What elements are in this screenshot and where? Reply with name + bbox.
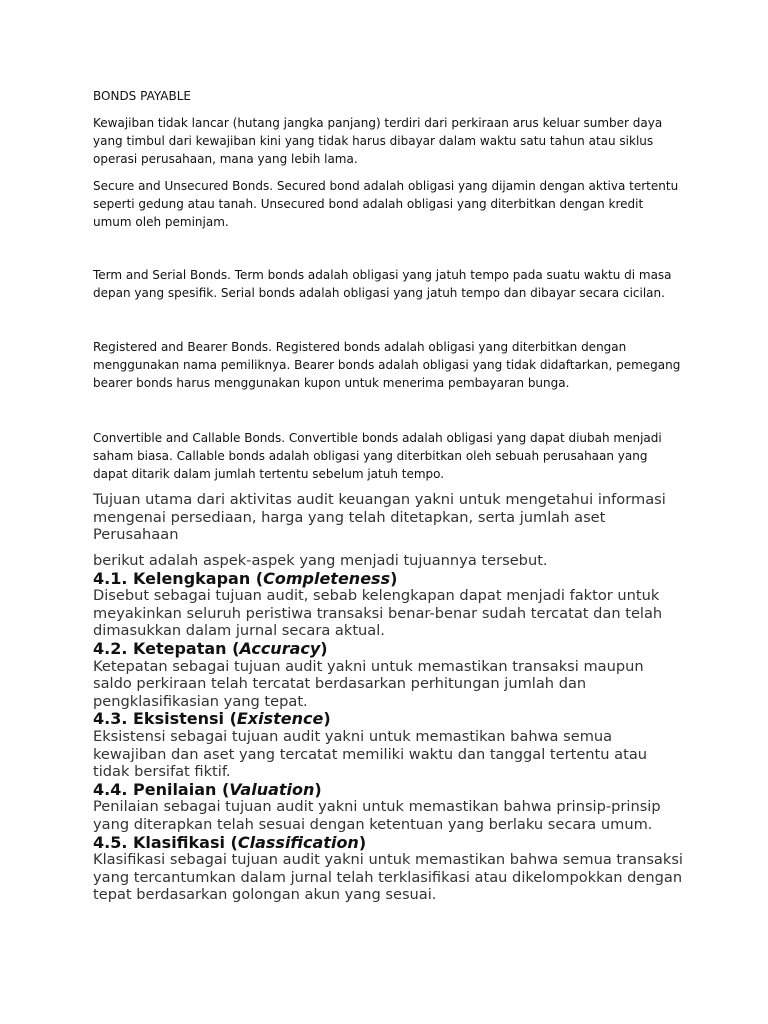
section-body-accuracy: Ketepatan sebagai tujuan audit yakni untuk memastikan transaksi maupun saldo perkiraan telah tercatat berdasarkan perhitungan jumlah dan pengklasifikasian yang tepat.: [93, 657, 644, 710]
paragraph-registered-bearer-bonds: Registered and Bearer Bonds. Registered bonds adalah obligasi yang diterbitkan dengan menggunakan nama pemiliknya. Bearer bonds adalah obligasi yang tidak didaftarkan, pemegang bearer bonds harus menggunakan kupon untuk menerima pembayaran bunga.: [93, 340, 681, 390]
section-heading-classification: 4.5. Klasifikasi (Classification): [93, 832, 367, 852]
audit-lead: berikut adalah aspek-aspek yang menjadi tujuannya tersebut.: [93, 552, 548, 569]
section-body-completeness: Disebut sebagai tujuan audit, sebab kelengkapan dapat menjadi faktor untuk meyakinkan seluruh peristiwa transaksi benar-benar sudah tercatat dan telah dimasukkan dalam jurnal secara aktual.: [93, 587, 663, 640]
paragraph-noncurrent-liabilities: Kewajiban tidak lancar (hutang jangka panjang) terdiri dari perkiraan arus keluar sumber daya yang timbul dari kewajiban kini yang tidak harus dibayar dalam waktu satu tahun atau siklus operasi perusahaan, mana yang lebih lama.: [93, 116, 663, 166]
paragraph-convertible-callable-bonds: Convertible and Callable Bonds. Convertible bonds adalah obligasi yang dapat diubah menjadi saham biasa. Callable bonds adalah obligasi yang diterbitkan oleh sebuah perusahaan yang dapat ditarik dalam jumlah tertentu sebelum jatuh tempo.: [93, 431, 662, 481]
section-heading-existence: 4.3. Eksistensi (Existence): [93, 709, 331, 729]
paragraph-term-serial-bonds: Term and Serial Bonds. Term bonds adalah obligasi yang jatuh tempo pada suatu waktu di masa depan yang spesifik. Serial bonds adalah obligasi yang jatuh tempo dan dibayar secara cicilan.: [93, 268, 672, 300]
document-title: BONDS PAYABLE: [93, 89, 191, 103]
section-body-classification: Klasifikasi sebagai tujuan audit yakni untuk memastikan bahwa semua transaksi yang tercantumkan dalam jurnal telah terklasifikasi atau dikelompokkan dengan tepat berdasarkan golongan akun yang sesuai.: [93, 851, 683, 904]
paragraph-secured-bonds: Secure and Unsecured Bonds. Secured bond adalah obligasi yang dijamin dengan aktiva tertentu seperti gedung atau tanah. Unsecured bond adalah obligasi yang diterbitkan dengan kredit umum oleh peminjam.: [93, 179, 679, 229]
section-heading-completeness: 4.1. Kelengkapan (Completeness): [93, 568, 398, 588]
audit-aspects: [93, 552, 683, 904]
section-body-valuation: Penilaian sebagai tujuan audit yakni untuk memastikan bahwa prinsip-prinsip yang diterapkan telah sesuai dengan ketentuan yang berlaku secara umum.: [93, 798, 661, 833]
section-body-existence: Eksistensi sebagai tujuan audit yakni untuk memastikan bahwa semua kewajiban dan aset yang tercatat memiliki waktu dan tanggal tertentu atau tidak bersifat fiktif.: [93, 727, 648, 781]
audit-intro: Tujuan utama dari aktivitas audit keuangan yakni untuk mengetahui informasi mengenai persediaan, harga yang telah ditetapkan, serta jumlah aset Perusahaan: [93, 491, 666, 544]
section-heading-accuracy: 4.2. Ketepatan (Accuracy): [93, 638, 328, 658]
section-heading-valuation: 4.4. Penilaian (Valuation): [93, 779, 322, 799]
